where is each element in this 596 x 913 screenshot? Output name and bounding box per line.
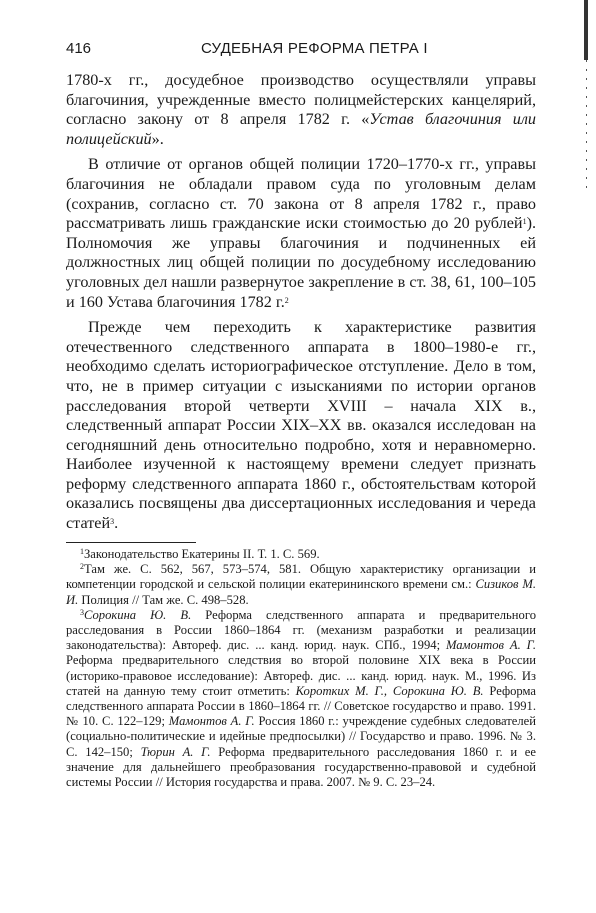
footnotes [66,547,536,790]
footnote-1-mark: 1 [80,547,84,556]
footnote-3-text-4: Россия 1860 г.: учреждение судебных следователей (социально-политические и идейные предпосылки) // Государство и право. 1996. № 3. С. 142–150; [66,714,536,759]
footnote-ref-2: 2 [284,295,289,305]
paragraph-2-text-a: В отличие от органов общей полиции 1720–1770-х гг., управы благочиния не обладали правом суда по уголовным делам (сохранив, согласно ст. 70 закона от 8 апреля 1782 г., право рассматривать лишь гражданские иски стоимостью до 20 рублей [66,155,536,233]
footnote-2-mark: 2 [80,562,84,572]
paragraph-3-text: Прежде чем переходить к характеристике развития отечественного следственного аппарата в 1800–1980-е гг., необходимо сделать историографическое отступление. Дело в том, что, не в пример ситуации с изысканиями по истории органов расследования второй четверти XVIII – начала XIX в., следственный аппарат России XIX–XX вв. оказался исследован на сегодняшний день относительно подробно, хотя и неравномерно. Наиболее изученной к настоящему времени следует признать реформу следственного аппарата 1860 г., обстоятельствам которой оказались посвящены два диссертационных исследования и череда статей [66,318,536,533]
footnote-2-text-a: Там же. С. 562, 567, 573–574, 581. Общую характеристику организации и компетенции городской и сельской полиции екатерининского времени см.: [66,562,536,592]
scan-edge-mark [584,0,588,60]
footnote-3-author-3: Коротких М. Г., Сорокина Ю. В. [295,683,484,698]
footnote-3-author-4: Мамонтов А. Г. [168,714,255,729]
footnote-3-author-5: Тюрин А. Г. [140,744,211,759]
footnote-3-text-5: Реформа предварительного расследования 1860 г. и ее значение для дальнейшего преобразования государственно-правовой и судебной системы России // История государства и права. 2007. № 9. С. 23–24. [66,744,536,790]
paragraph-1-end: ». [151,129,164,148]
footnote-ref-1: 1 [522,217,527,227]
paragraph-3 [66,318,536,534]
footnote-3-text-1: Реформа следственного аппарата и предварительного расследования в России 1860–1864 гг. (механизм разработки и реализации законодательства): Автореф. дис. ... канд. юрид. наук. СПб., 1994; [66,607,536,653]
running-title: СУДЕБНАЯ РЕФОРМА ПЕТРА I [201,40,428,57]
footnote-ref-3: 3 [110,517,115,527]
paragraph-3-end: . [114,514,119,533]
footnote-3 [66,608,536,790]
scan-edge-dots [586,60,587,190]
footnote-2 [66,562,536,608]
footnote-1 [66,547,536,562]
paragraph-2-text-b: ). Полномочия же управы благочиния и подчиненных ей должностных лиц общей полиции по досудебному исследованию уголовных дел нашли развернутое закрепление в ст. 38, 61, 100–105 и 160 Устава благочиния 1782 г. [66,214,536,311]
statute-title: Устав благочиния или полицейский [66,110,536,148]
footnote-1-text: Законодательство Екатерины II. Т. 1. С. 569. [84,547,320,561]
page-header [66,40,526,60]
paragraph-1 [66,71,536,149]
footnote-2-author: Сизиков М. И. [66,577,536,607]
footnote-separator [66,542,196,543]
paragraph-1-text: 1780-х гг., досудебное производство осуществляли управы благочиния, учрежденные вместо полицмейстерских канцелярий, согласно закону от 8 апреля 1782 г. « [66,71,536,129]
footnote-3-text-3: Реформа следственного аппарата России в 1860–1864 гг. // Советское государство и право. 1991. № 10. С. 122–129; [66,683,536,729]
footnote-3-text-2: Реформа предварительного следствия во второй половине XIX века в России (историко-правовое исследование): Автореф. дис. ... канд. юрид. наук. М., 1996. Из статей на данную тему стоит отметить: [66,653,536,698]
footnote-2-text-b: Полиция // Там же. С. 498–528. [78,592,249,607]
main-text [66,71,536,534]
footnote-3-mark: 3 [80,607,84,617]
page-number: 416 [66,40,92,57]
paragraph-2 [66,155,536,312]
footnote-3-author-2: Мамонтов А. Г. [445,638,536,653]
footnote-3-author-1: Сорокина Ю. В. [84,607,192,622]
